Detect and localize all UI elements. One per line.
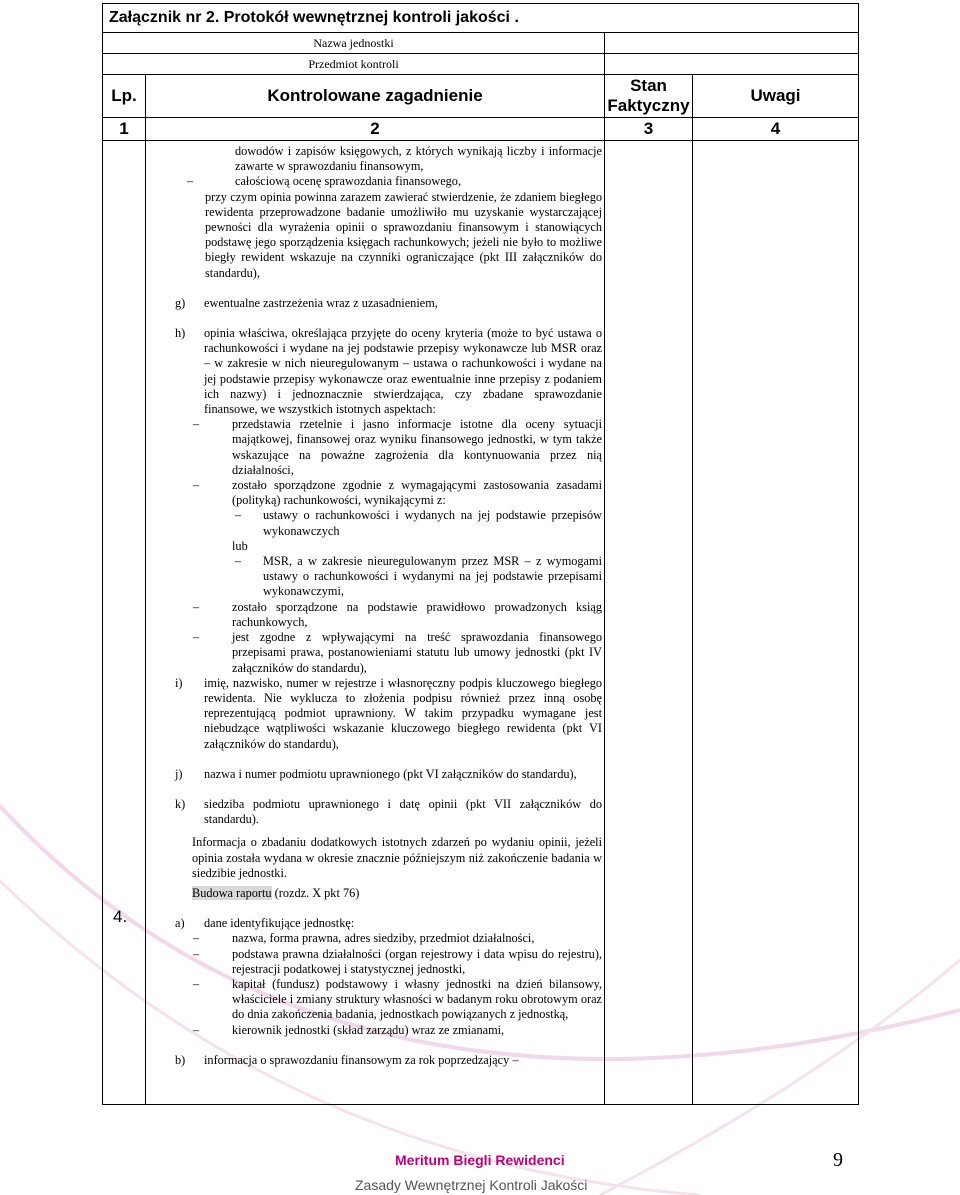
dash-marker: – xyxy=(235,508,242,523)
item-text: informacja o sprawozdaniu finansowym za rok poprzedzający – xyxy=(204,1052,519,1067)
report-heading-highlight: Budowa raportu xyxy=(192,885,272,900)
item-text: opinia właściwa, określająca przyjęte do oceny kryteria (może to być ustawa o rachunkowości i wydane na jej podstawie przepisy wykonawcze lub MSR oraz – w zakresie w nich nieuregulowanym – ustawa o rachunkowości i wydane na jej podstawie przepisy wykonawcze oraz ewentualnie inne przepisy z podaniem ich nazwy) i jednoznacznie stwierdzająca, czy zbadane sprawozdanie finansowe, we wszystkich istotnych aspektach: xyxy=(204,326,602,417)
item-h-dash-2 xyxy=(147,478,602,508)
item-letter: a) xyxy=(175,916,185,931)
col-header-issue: Kontrolowane zagadnienie xyxy=(146,75,605,118)
item-letter: i) xyxy=(175,675,183,690)
footer-brand: Meritum Biegli Rewidenci xyxy=(395,1152,565,1168)
item-text: nazwa i numer podmiotu uprawnionego (pkt VI załączników do standardu), xyxy=(204,766,577,781)
item-a-dash-2 xyxy=(147,947,602,977)
item-j xyxy=(147,767,602,782)
col-number-1: 1 xyxy=(103,118,146,141)
dash-text: podstawa prawna działalności (organ rejestrowy i data wpisu do rejestru), rejestracji podatkowej i statystycznej jednostki, xyxy=(232,946,602,976)
footer-subtitle: Zasady Wewnętrznej Kontroli Jakości xyxy=(355,1177,588,1193)
item-text: dane identyfikujące jednostkę: xyxy=(204,916,355,931)
dash-text: całościową ocenę sprawozdania finansowego, xyxy=(235,174,462,189)
info-paragraph: Informacja o zbadaniu dodatkowych istotnych zdarzeń po wydaniu opinii, jeżeli opinia została wydana w okresie znacznie późniejszym niż zakończenie badania w siedzibie jednostki. xyxy=(192,835,602,880)
dash-text: zostało sporządzone zgodnie z wymagającymi zastosowania zasadami (polityką) rachunkowości, wynikającymi z: xyxy=(232,478,602,508)
col-header-state-line2: Faktyczny xyxy=(607,96,690,115)
item-h-dash-4 xyxy=(147,630,602,676)
item-h xyxy=(147,326,602,417)
issue-content xyxy=(147,141,602,1068)
item-h-dash-1 xyxy=(147,417,602,478)
dash-marker: – xyxy=(187,174,194,189)
dash-marker: – xyxy=(193,1022,200,1037)
unit-name-value[interactable] xyxy=(605,33,859,54)
dash-marker: – xyxy=(193,630,200,645)
col-number-3: 3 xyxy=(605,118,693,141)
issue-body-cell xyxy=(146,141,605,1105)
dash-marker: – xyxy=(193,417,200,432)
item-g xyxy=(147,296,602,311)
dash-text: nazwa, forma prawna, adres siedziby, przedmiot działalności, xyxy=(232,931,535,946)
dash-marker: – xyxy=(193,946,200,961)
report-heading-rest: (rozdz. X pkt 76) xyxy=(271,885,360,900)
item-a xyxy=(147,916,602,931)
dash-text: zostało sporządzone na podstawie prawidłowo prowadzonych ksiąg rachunkowych, xyxy=(232,599,602,629)
dash-marker: – xyxy=(193,931,200,946)
item-letter: k) xyxy=(175,796,186,811)
protocol-title: Załącznik nr 2. Protokół wewnętrznej kontroli jakości . xyxy=(103,4,859,33)
dash-marker: – xyxy=(235,554,242,569)
item-text: imię, nazwisko, numer w rejestrze i własnoręczny podpis kluczowego biegłego rewidenta. Nie wyklucza to złożenia podpisu również przez inną osobę reprezentującą podmiot uprawniony. W takim przypadku wymagane jest niebudzące wątpliwości wskazanie kluczowego biegłego rewidenta (pkt VI załączników do standardu), xyxy=(204,675,602,751)
page-number: 9 xyxy=(833,1149,843,1171)
row-number: 4. xyxy=(113,907,128,926)
paragraph-evidence: dowodów i zapisów księgowych, z których wynikają liczby i informacje zawarte w sprawozdaniu finansowym, xyxy=(235,144,602,174)
item-h-subdash-2 xyxy=(147,554,602,600)
dash-text: jest zgodne z wpływającymi na treść sprawozdania finansowego przepisami prawa, postanowieniami statutu lub umowy jednostki (pkt IV załączników do standardu), xyxy=(232,630,602,675)
col-header-notes: Uwagi xyxy=(693,75,859,118)
item-a-dash-3 xyxy=(147,977,602,1023)
item-h-subdash-1 xyxy=(147,508,602,538)
dash-text: przedstawia rzetelnie i jasno informacje istotne dla oceny sytuacji majątkowej, finansowej oraz wyniku finansowego jednostki, w tym także wskazujące na poważne zagrożenia dla kontynuowania przez nią działalności, xyxy=(232,417,602,477)
dash-text: MSR, a w zakresie nieuregulowanym przez MSR – z wymogami ustawy o rachunkowości i wydanymi na jej podstawie przepisami wykonawczymi, xyxy=(263,554,602,599)
item-a-dash-1 xyxy=(147,931,602,946)
item-letter: b) xyxy=(175,1052,186,1067)
control-protocol-table xyxy=(102,3,859,1105)
item-letter: h) xyxy=(175,326,186,341)
control-subject-value[interactable] xyxy=(605,54,859,75)
dash-text: kierownik jednostki (skład zarządu) wraz ze zmianami, xyxy=(232,1022,505,1037)
dash-text: ustawy o rachunkowości i wydanych na jej podstawie przepisów wykonawczych xyxy=(263,508,602,538)
item-text: ewentualne zastrzeżenia wraz z uzasadnieniem, xyxy=(204,295,438,310)
item-letter: g) xyxy=(175,295,186,310)
item-letter: j) xyxy=(175,766,183,781)
control-subject-label: Przedmiot kontroli xyxy=(103,54,605,75)
row-lp-cell xyxy=(103,141,146,1105)
item-i xyxy=(147,676,602,752)
dash-text: kapitał (fundusz) podstawowy i własny jednostki na dzień bilansowy, właściciele i zmiany struktury własności w badanym roku obrotowym oraz do dnia zakończenia badania, jednostkach powiązanych z jednostką, xyxy=(232,976,602,1022)
col-number-4: 4 xyxy=(693,118,859,141)
paragraph-opinion: przy czym opinia powinna zarazem zawierać stwierdzenie, że zdaniem biegłego rewidenta przeprowadzone badanie umożliwiło mu uzyskanie wystarczającej pewności dla wyrażenia opinii o sprawozdaniu finansowym i stanowiących podstawę jego sporządzenia księgach rachunkowych; jeżeli nie było to możliwe biegły rewident wskazuje na czynniki ograniczające (pkt III załączników do standardu), xyxy=(205,189,602,280)
dash-item xyxy=(147,174,602,189)
dash-marker: – xyxy=(193,976,200,991)
or-label: lub xyxy=(232,538,248,553)
unit-name-label: Nazwa jednostki xyxy=(103,33,605,54)
item-h-dash-3 xyxy=(147,600,602,630)
col-header-state-line1: Stan xyxy=(630,76,667,95)
item-a-dash-4 xyxy=(147,1023,602,1038)
col-number-2: 2 xyxy=(146,118,605,141)
dash-marker: – xyxy=(193,478,200,493)
item-text: siedziba podmiotu uprawnionego i datę opinii (pkt VII załączników do standardu). xyxy=(204,796,602,827)
col-header-lp: Lp. xyxy=(103,75,146,118)
notes-body-cell[interactable] xyxy=(693,141,859,1105)
col-header-state xyxy=(605,75,693,118)
dash-marker: – xyxy=(193,599,200,614)
state-body-cell[interactable] xyxy=(605,141,693,1105)
item-b xyxy=(147,1053,602,1068)
item-k xyxy=(147,797,602,827)
report-heading xyxy=(147,886,602,901)
